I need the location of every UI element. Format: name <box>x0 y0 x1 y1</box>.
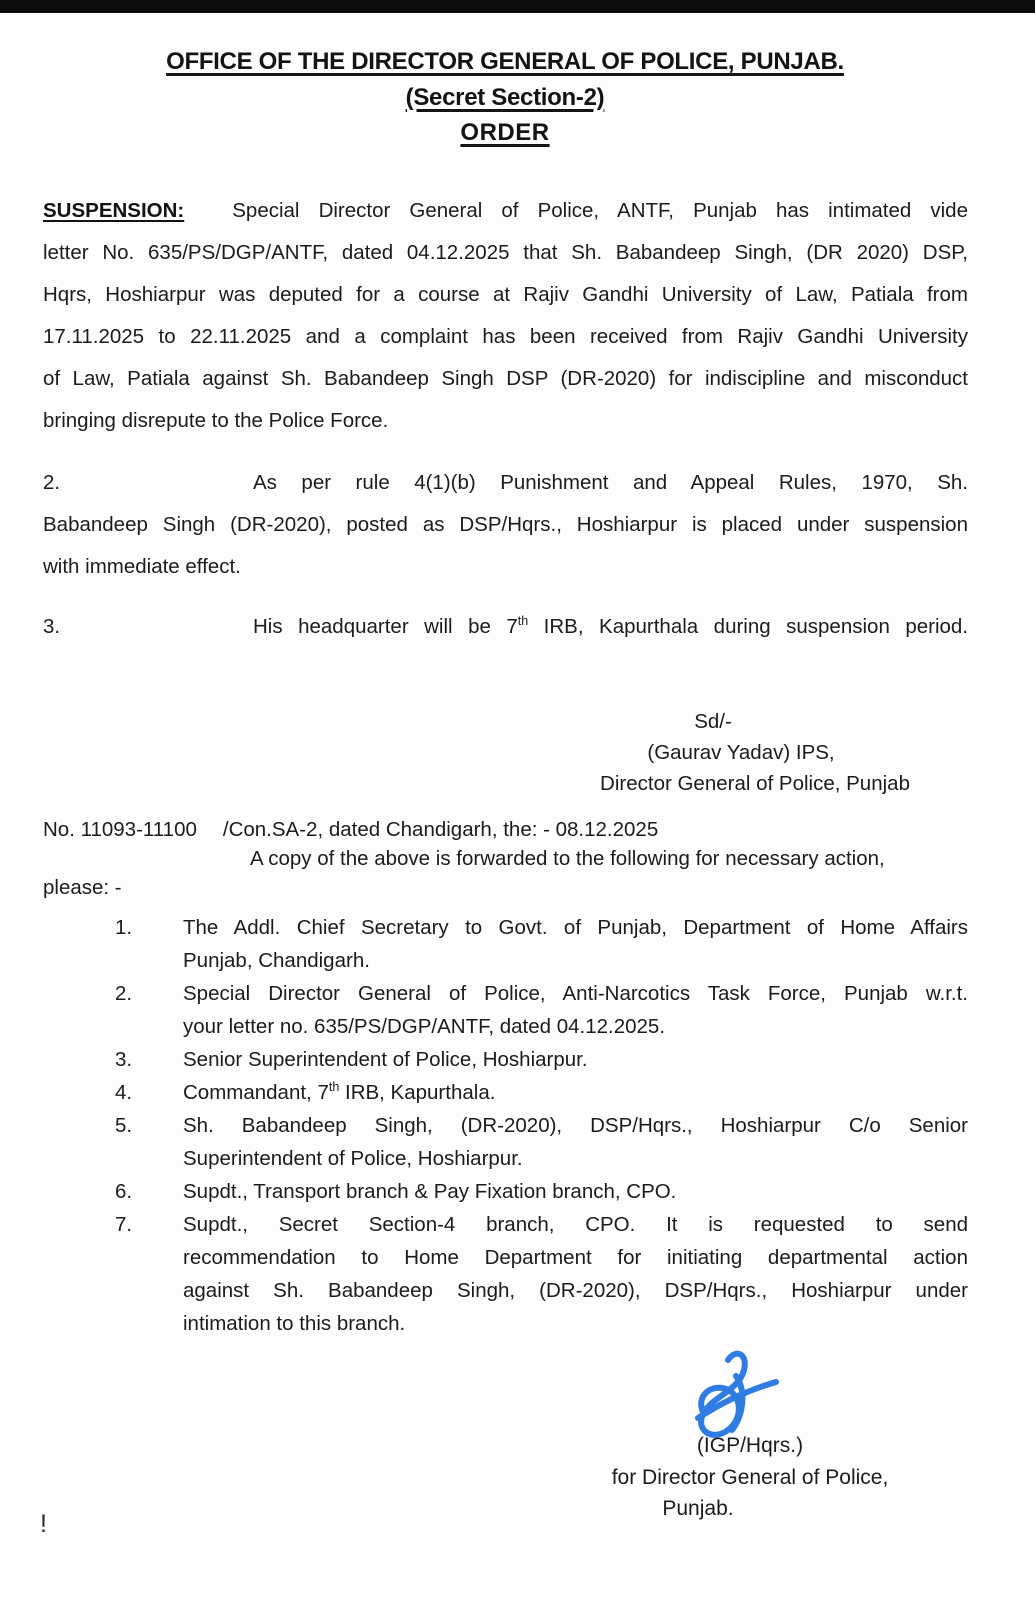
list-line: Supdt., Transport branch & Pay Fixation branch, CPO. <box>183 1180 677 1203</box>
paragraph-2 <box>43 462 968 588</box>
suspension-paragraph <box>43 190 968 442</box>
paragraph-line: bringing disrepute to the Police Force. <box>43 409 389 432</box>
signatory-designation: Director General of Police, Punjab <box>600 772 910 795</box>
list-item <box>115 977 968 1043</box>
list-item-text <box>183 977 968 1043</box>
paragraph-number: 3. <box>43 615 61 638</box>
endorsement-number-line <box>43 818 658 842</box>
list-item-text <box>183 1109 968 1175</box>
list-line: Special Director General of Police, Anti-Narcotics Task Force, Punjab w.r.t. <box>183 982 968 1005</box>
for-designation-state: Punjab. <box>662 1497 734 1520</box>
office-title: OFFICE OF THE DIRECTOR GENERAL OF POLICE, PUNJAB. <box>166 48 844 75</box>
suspension-label: SUSPENSION: <box>43 199 185 222</box>
list-item-number: 4. <box>115 1081 133 1104</box>
list-item-text <box>183 911 968 977</box>
signed-block <box>565 706 945 799</box>
distribution-list <box>115 911 968 1340</box>
secret-section-title: (Secret Section-2) <box>405 84 605 111</box>
endorsement-reference: /Con.SA-2, dated Chandigarh, the: - 08.12.2025 <box>222 818 659 841</box>
paragraph-line: letter No. 635/PS/DGP/ANTF, dated 04.12.2025 that Sh. Babandeep Singh, (DR 2020) DSP, <box>43 241 968 264</box>
paragraph-line: of Law, Patiala against Sh. Babandeep Singh DSP (DR-2020) for indiscipline and misconduct <box>43 367 968 390</box>
paragraph-line <box>43 606 968 648</box>
text-run: As per rule 4(1)(b) Punishment and Appeal Rules, 1970, Sh. <box>253 471 968 494</box>
copy-forwarded-line: A copy of the above is forwarded to the following for necessary action, <box>250 847 885 870</box>
for-designation: for Director General of Police, <box>611 1465 889 1489</box>
paragraph-line: Hqrs, Hoshiarpur was deputed for a course at Rajiv Gandhi University of Law, Patiala from <box>43 283 968 306</box>
list-item-number: 6. <box>115 1180 133 1203</box>
list-item-text <box>183 1043 968 1076</box>
list-line: Sh. Babandeep Singh, (DR-2020), DSP/Hqrs., Hoshiarpur C/o Senior <box>183 1114 968 1137</box>
list-item-number: 5. <box>115 1114 133 1137</box>
list-line: Superintendent of Police, Hoshiarpur. <box>183 1147 523 1170</box>
endorsement-number: No. 11093-11100 <box>43 818 197 841</box>
signatory-name: (Gaurav Yadav) IPS, <box>647 741 835 764</box>
list-line <box>183 1076 968 1109</box>
list-item-text <box>183 1076 968 1109</box>
list-item-text <box>183 1208 968 1340</box>
ordinal-superscript: th <box>328 1080 340 1095</box>
sd-line: Sd/- <box>694 710 732 733</box>
list-item-text <box>183 1175 968 1208</box>
scan-top-edge-bar <box>0 0 1035 13</box>
list-line: recommendation to Home Department for initiating departmental action <box>183 1246 968 1269</box>
stray-exclamation-mark: ! <box>40 1510 47 1538</box>
list-item-number: 3. <box>115 1048 133 1071</box>
list-line: your letter no. 635/PS/DGP/ANTF, dated 04.12.2025. <box>183 1015 666 1038</box>
text-run: IRB, Kapurthala. <box>339 1081 496 1104</box>
list-line: against Sh. Babandeep Singh, (DR-2020), DSP/Hqrs., Hoshiarpur under <box>183 1279 968 1302</box>
paragraph-line <box>43 190 968 232</box>
signatory-rank: (IGP/Hqrs.) <box>696 1434 804 1457</box>
list-item <box>115 1175 968 1208</box>
list-line: The Addl. Chief Secretary to Govt. of Punjab, Department of Home Affairs <box>183 916 968 939</box>
paragraph-line: 17.11.2025 to 22.11.2025 and a complaint has been received from Rajiv Gandhi University <box>43 325 968 348</box>
list-item-number: 2. <box>115 982 133 1005</box>
paragraph-number: 2. <box>43 471 61 494</box>
footer-signature-block <box>585 1430 915 1525</box>
list-item <box>115 911 968 977</box>
paragraph-line <box>43 462 968 504</box>
text-run: Commandant, 7 <box>183 1081 329 1104</box>
list-line: Punjab, Chandigarh. <box>183 949 370 972</box>
text-run: IRB, Kapurthala during suspension period. <box>528 615 968 638</box>
please-line: please: - <box>43 876 122 899</box>
text-run: His headquarter will be 7 <box>253 615 518 638</box>
list-item <box>115 1076 968 1109</box>
order-heading: ORDER <box>460 119 550 146</box>
paragraph-3 <box>43 606 968 648</box>
list-item <box>115 1208 968 1340</box>
paragraph-line: with immediate effect. <box>43 555 241 578</box>
list-line: intimation to this branch. <box>183 1312 406 1335</box>
list-item <box>115 1109 968 1175</box>
list-item-number: 7. <box>115 1213 133 1236</box>
list-item-number: 1. <box>115 916 133 939</box>
ordinal-superscript: th <box>517 614 529 629</box>
paragraph-line: Babandeep Singh (DR-2020), posted as DSP/Hqrs., Hoshiarpur is placed under suspension <box>43 513 968 536</box>
text-run: Special Director General of Police, ANTF, Punjab has intimated vide <box>232 199 968 222</box>
list-line: Senior Superintendent of Police, Hoshiarpur. <box>183 1048 588 1071</box>
list-item <box>115 1043 968 1076</box>
list-line: Supdt., Secret Section-4 branch, CPO. It is requested to send <box>183 1213 968 1236</box>
